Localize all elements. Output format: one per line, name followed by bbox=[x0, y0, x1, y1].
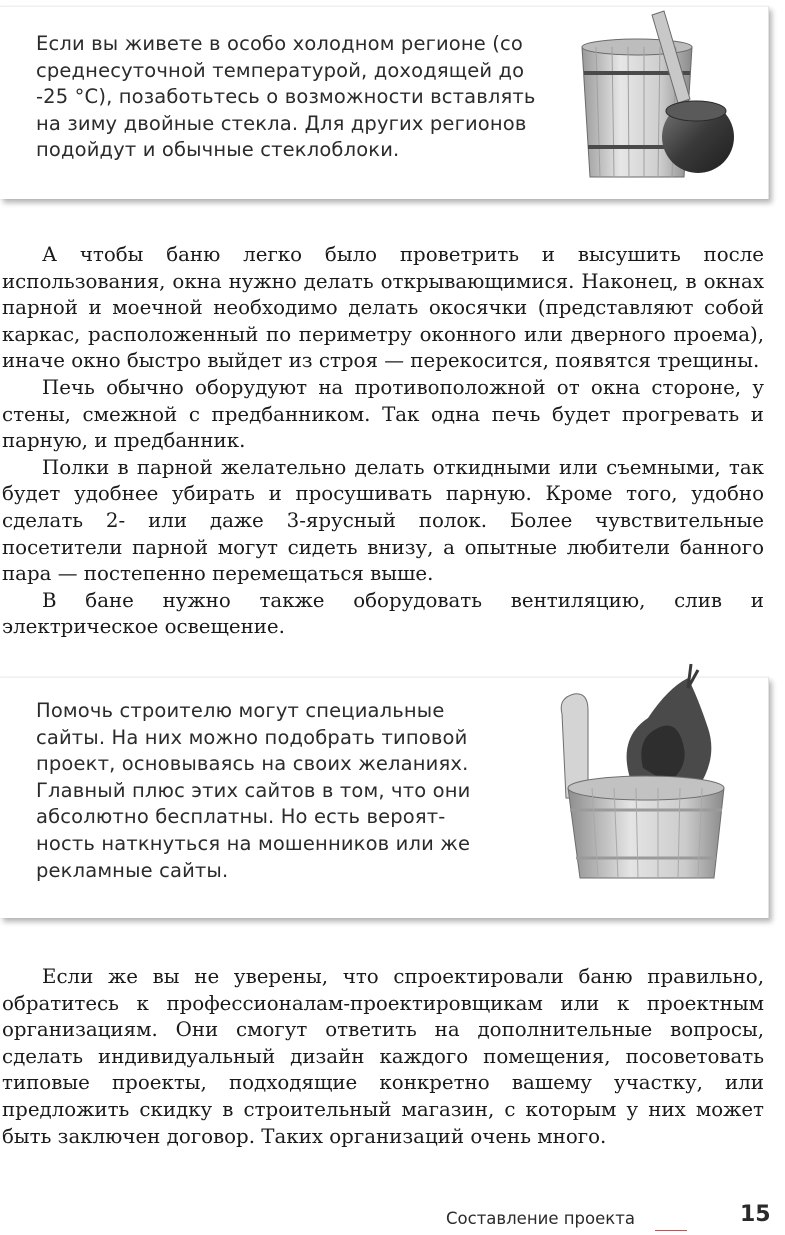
note-text: Если вы живете в особо холодном регионе (со среднесуточной температурой, доходящей до -25 °С), позаботьтесь о возможности вставлять на зиму двойные стекла. Для других регионов подойдут и обычные стеклоблоки. bbox=[36, 32, 536, 162]
note-text: Помочь строителю могут специальные сайты. На них можно подобрать типовой проект, основываясь на своих желаниях. Главный плюс этих сайтов в том, что они абсолютно бесплатны. Но есть вероят- ность наткнуться на мошенников или же рекламные сайты. bbox=[36, 699, 471, 882]
footer-section-title: Составление проекта bbox=[446, 1209, 635, 1228]
footer-accent-line bbox=[655, 1230, 687, 1231]
paragraph: А чтобы баню легко было проветрить и высушить после использования, окна нужно делать открывающимися. Наконец, в окнах парной и моечной необходимо делать окосячки (представляют собой каркас, расположенный по периметру оконного или дверного проема), иначе окно быстро выйдет из строя — перекосится, появятся трещины. bbox=[2, 243, 764, 373]
note-box-double-glazing bbox=[0, 6, 769, 199]
wooden-bucket-illustration bbox=[572, 7, 742, 193]
paragraph: В бане нужно также оборудовать вентиляцию, слив и электрическое освещение. bbox=[2, 588, 764, 639]
paragraph: Если же вы не уверены, что спроектировали баню правильно, обратитесь к профессионалам-проектировщикам или к проектным организациям. Они смогут ответить на дополнительные вопросы, сделать индивидуальный дизайн каждого помещения, посоветовать типовые проекты, подходящие конкретно вашему участку, или предложить скидку в строительный магазин, с которым у них может быть заключен договор. Таких организаций очень много. bbox=[2, 965, 764, 1148]
paragraph: Печь обычно оборудуют на противоположной от окна стороне, у стены, смежной с предбанником. Так одна печь будет прогревать и парную, и предбанник. bbox=[2, 375, 764, 453]
body-text-section-1 bbox=[2, 242, 764, 641]
body-text-section-2 bbox=[2, 964, 764, 1150]
note-box-websites bbox=[0, 677, 769, 918]
wooden-tub-with-broom-illustration bbox=[548, 658, 748, 890]
paragraph: Полки в парной желательно делать откидными или съемными, так будет удобнее убирать и просушивать парную. Кроме того, удобно сделать 2- или даже 3-ярусный полок. Более чувствительные посетители парной могут сидеть внизу, а опытные любители банного пара — постепенно перемещаться выше. bbox=[2, 455, 764, 586]
page-number: 15 bbox=[740, 1202, 771, 1227]
